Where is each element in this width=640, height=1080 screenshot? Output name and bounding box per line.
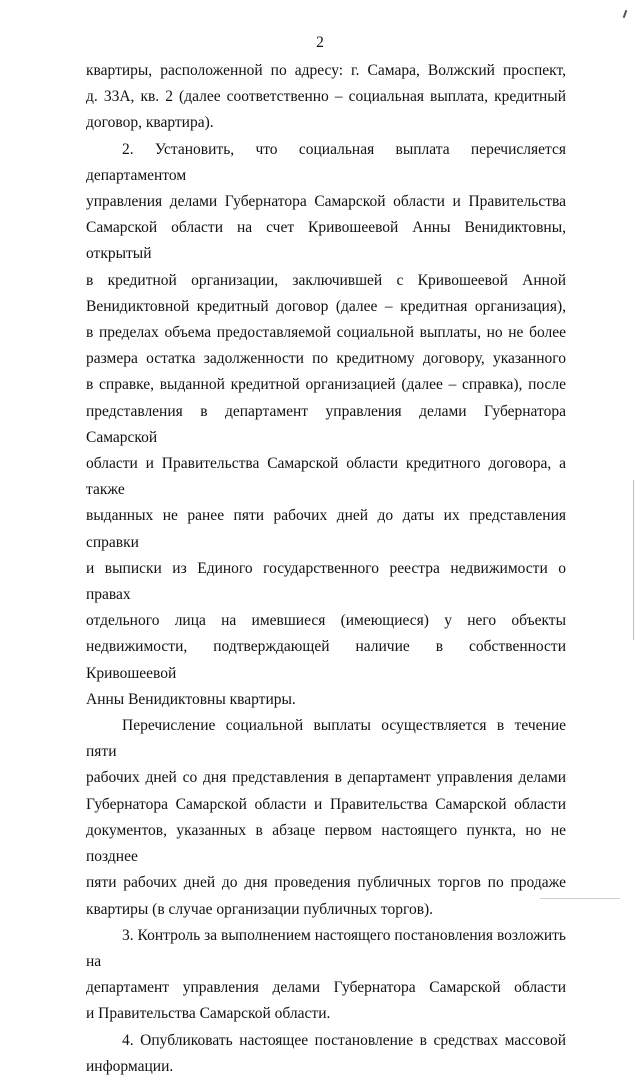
text-line: договор, квартира). [86,114,214,132]
text-line: размера остатка задолженности по кредитному договору, указанного [86,350,566,368]
page-number: 2 [316,34,324,51]
text-line: Венидиктовной кредитный договор (далее – кредитная организация), [86,297,566,315]
text-line: в справке, выданной кредитной организацией (далее – справка), после [86,376,566,394]
text-line: представления в департамент управления делами Губернатора Самарской [86,402,566,446]
text-line: пяти рабочих дней до дня проведения публичных торгов по продаже [86,874,566,892]
scan-artifact-mark [623,10,628,18]
text-line: Губернатора Самарской области и Правительства Самарской области [86,795,566,813]
text-line: департамент управления делами Губернатора Самарской области [86,979,566,997]
text-line: 2. Установить, что социальная выплата перечисляется департаментом [86,140,566,184]
paragraph-address-continuation [86,58,566,137]
text-line: недвижимости, подтверждающей наличие в собственности Кривошеевой [86,638,566,682]
text-line: документов, указанных в абзаце первом настоящего пункта, но не позднее [86,821,566,866]
text-line: 4. Опубликовать настоящее постановление в средствах массовой [122,1031,566,1049]
text-line: Анны Венидиктовны квартиры. [86,690,296,708]
scan-edge-line [633,480,634,640]
text-line: д. 33А, кв. 2 (далее соответственно – социальная выплата, кредитный [86,88,566,106]
text-line: управления делами Губернатора Самарской области и Правительства [86,193,566,211]
text-line: 3. Контроль за выполнением настоящего постановления возложить на [86,926,566,970]
text-line: отдельного лица на имевшиеся (имеющиеся) у него объекты [86,612,566,630]
document-body [86,58,566,1080]
paragraph-clause-3 [86,923,566,1028]
text-line: информации. [86,1057,174,1075]
text-line: Самарской области на счет Кривошеевой Анны Венидиктовны, открытый [86,219,566,263]
paragraph-clause-2 [86,137,566,713]
paragraph-transfer-terms [86,713,566,923]
text-line: выданных не ранее пяти рабочих дней до даты их представления справки [86,507,566,551]
text-line: и выписки из Единого государственного реестра недвижимости о правах [86,559,566,604]
paragraph-clause-4 [86,1028,566,1080]
text-line: области и Правительства Самарской области кредитного договора, а также [86,455,566,499]
text-line: и Правительства Самарской области. [86,1005,331,1023]
text-line: Перечисление социальной выплаты осуществляется в течение пяти [86,717,566,761]
text-line: квартиры, расположенной по адресу: г. Самара, Волжский проспект, [86,62,566,79]
text-line: в кредитной организации, заключившей с Кривошеевой Анной [86,271,566,289]
text-line: в пределах объема предоставляемой социальной выплаты, но не более [86,324,566,342]
text-line: квартиры (в случае организации публичных торгов). [86,900,434,918]
text-line: рабочих дней со дня представления в департамент управления делами [86,769,566,787]
